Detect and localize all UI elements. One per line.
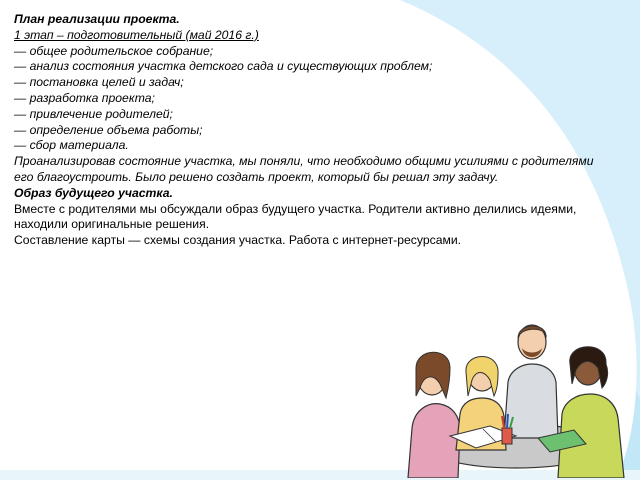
slide-text bbox=[14, 12, 614, 249]
stage-heading: 1 этап – подготовительный (май 2016 г.) bbox=[14, 27, 259, 42]
list-item: — привлечение родителей; bbox=[14, 106, 173, 121]
list-item: — разработка проекта; bbox=[14, 90, 155, 105]
map-paragraph: Составление карты — схемы создания участка. Работа с интернет-ресурсами. bbox=[14, 233, 462, 248]
list-item: — сбор материала. bbox=[14, 138, 129, 153]
list-item: — постановка целей и задач; bbox=[14, 75, 184, 90]
people-meeting-illustration bbox=[398, 318, 634, 478]
list-item: — определение объема работы; bbox=[14, 122, 203, 137]
future-image-heading: Образ будущего участка. bbox=[14, 185, 173, 200]
discussion-paragraph: Вместе с родителями мы обсуждали образ будущего участка. Родители активно делились идеями, находили оригинальные решения. bbox=[14, 201, 577, 232]
analysis-paragraph: Проанализировав состояние участка, мы поняли, что необходимо общими усилиями с родителями его благоустроить. Было решено создать проект, который бы решал эту задачу. bbox=[14, 154, 594, 184]
list-item: — анализ состояния участка детского сада и существующих проблем; bbox=[14, 59, 433, 74]
plan-title: План реализации проекта. bbox=[14, 12, 180, 26]
list-item: — общее родительское собрание; bbox=[14, 43, 214, 58]
